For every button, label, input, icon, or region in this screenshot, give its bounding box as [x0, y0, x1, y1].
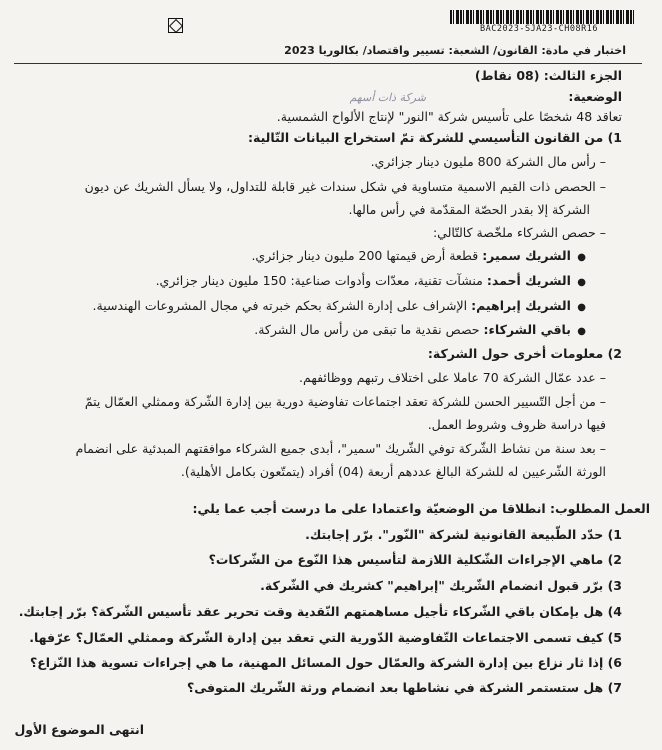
shares-line-1: – الحصص ذات القيم الاسمية متساوية في شكل سندات غير قابلة للتداول، ولا يسأل الشريك عن ديون — [84, 179, 606, 194]
end-note: انتهى الموضوع الأول — [14, 722, 144, 737]
question-7: 7) هل ستستمر الشركة في نشاطها بعد انضمام ورثة الشّريك المتوفى؟ — [186, 680, 622, 695]
question-2: 2) ماهي الإجراءات الشّكلية اللازمة لتأسيس هذا النّوع من الشّركات؟ — [208, 552, 622, 567]
bullet-icon: ● — [570, 277, 586, 288]
barcode-text: BAC2023-SJA23-CH08R16 — [480, 24, 598, 34]
question-4: 4) هل بإمكان باقي الشّركاء تأجيل مساهمتهم النّقدية وقت تحرير عقد تأسيس الشّركة؟ برّر إجابتك. — [18, 604, 622, 619]
intro-text: تعاقد 48 شخصًا على تأسيس شركة "النور" لإنتاج الألواح الشمسية. — [276, 109, 622, 124]
question-5: 5) كيف تسمى الاجتماعات التّفاوضية الدّورية التي تعقد بين إدارة الشّركة وممثلي العمّال؟ عرّفها. — [29, 630, 622, 645]
logo-icon — [168, 18, 183, 33]
partner-item: ● الشريك أحمد: منشآت تقنية، معدّات وأدوات صناعية: 150 مليون دينار جزائري. — [155, 273, 586, 288]
question-3: 3) برّر قبول انضمام الشّريك "إبراهيم" كشريك في الشّركة. — [260, 578, 622, 593]
death-line-1: – بعد سنة من نشاط الشّركة توفي الشّريك "سمير"، أبدى جميع الشركاء موافقتهم المبدئية على انضمام — [75, 441, 606, 456]
partner-item: ● الشريك إبراهيم: الإشراف على إدارة الشركة بحكم خبرته في مجال المشروعات الهندسية. — [92, 298, 586, 313]
question-1: 1) حدّد الطّبيعة القانونية لشركة "النّور". برّر إجابتك. — [305, 527, 622, 542]
death-line-2: الورثة الشّرعيين له للشركة البالغ عددهم أربعة (04) أفراد (يتمتّعون بكامل الأهلية). — [180, 464, 606, 479]
capital-text: – رأس مال الشركة 800 مليون دينار جزائري. — [370, 154, 606, 169]
header-divider — [14, 63, 642, 64]
negotiation-line-2: فيها دراسة ظروف وشروط العمل. — [427, 417, 606, 432]
workers-text: – عدد عمّال الشركة 70 عاملا على اختلاف رتبهم ووظائفهم. — [299, 370, 606, 385]
question-6: 6) إذا ثار نزاع بين إدارة الشركة والعمّال حول المسائل المهنية، ما هي إجراءات تسوية هذا النّزاع؟ — [30, 655, 622, 670]
partner-item: ● الشريك سمير: قطعة أرض قيمتها 200 مليون دينار جزائري. — [251, 248, 586, 263]
exam-header: اختبار في مادة: القانون/ الشعبة: تسيير واقتصاد/ بكالوريا 2023 — [284, 44, 626, 57]
partner-item: ● باقي الشركاء: حصص نقدية ما تبقى من رأس مال الشركة. — [254, 322, 586, 337]
task-title: العمل المطلوب: انطلاقا من الوضعيّة واعتمادا على ما درست أجب عما يلي: — [192, 501, 650, 516]
partners-intro: – حصص الشركاء ملخّصة كالتّالي: — [432, 225, 606, 240]
section1-title: 1) من القانون التأسيسي للشركة تمّ استخراج البيانات التّالية: — [248, 130, 622, 145]
situation-label: الوضعية: — [568, 89, 622, 104]
shares-line-2: الشركة إلا بقدر الحصّة المقدّمة في رأس مالها. — [348, 202, 590, 217]
bullet-icon: ● — [570, 302, 586, 313]
negotiation-line-1: – من أجل التّسيير الحسن للشركة تعقد اجتماعات تفاوضية دورية بين إدارة الشّركة وممثلي العمّال يتمّ — [84, 394, 606, 409]
section2-title: 2) معلومات أخرى حول الشركة: — [427, 346, 622, 361]
bullet-icon: ● — [570, 326, 586, 337]
bullet-icon: ● — [570, 252, 586, 263]
handwritten-note: شركة ذات أسهم — [349, 91, 426, 104]
part-title: الجزء الثالث: (08 نقاط) — [474, 68, 622, 83]
barcode — [450, 10, 636, 24]
